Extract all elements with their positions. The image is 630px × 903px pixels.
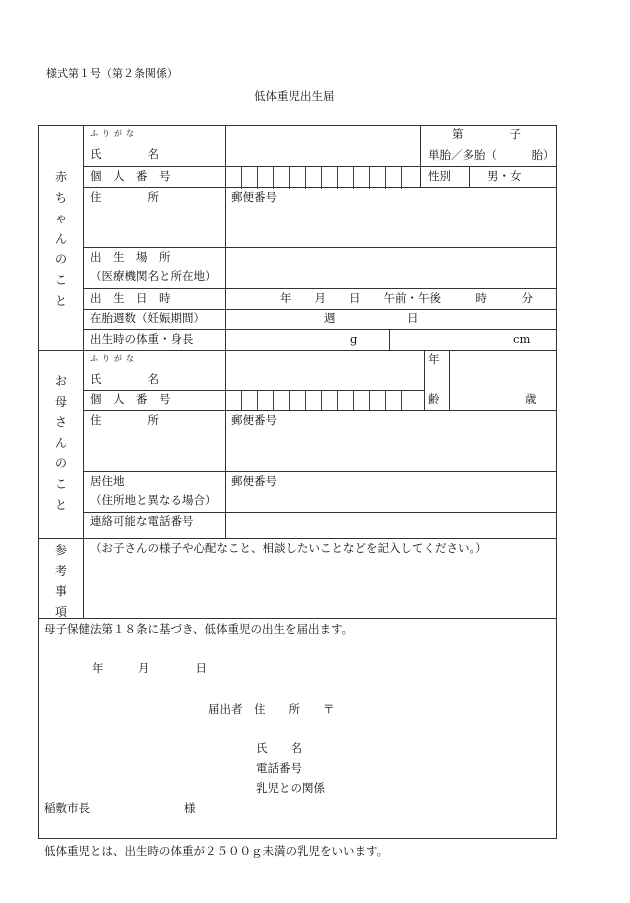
declaration-statement: 母子保健法第１８条に基づき、低体重児の出生を届出ます。	[44, 622, 354, 636]
filer-address-label: 届出者 住 所 〒	[208, 702, 335, 716]
declaration-date[interactable]: 年 月 日	[92, 661, 207, 675]
addressee: 稲敷市長	[44, 801, 90, 815]
mother-age-field[interactable]	[450, 351, 556, 410]
filer-phone-label: 電話番号	[256, 761, 302, 775]
baby-weight-label: 出生時の体重・身長	[90, 332, 194, 346]
baby-multiplicity[interactable]: 単胎／多胎（ 胎）	[428, 148, 555, 162]
baby-gestation-label: 在胎週数（妊娠期間）	[90, 311, 205, 325]
baby-birthplace-sub: （医療機関名と所在地）	[90, 269, 217, 283]
mother-id-label: 個 人 番 号	[90, 392, 171, 406]
notes-hint: （お子さんの様子や心配なこと、相談したいことなどを記入してください。）	[90, 541, 487, 555]
baby-sex-label: 性別	[428, 169, 451, 183]
mother-age-unit: 歳	[525, 392, 537, 406]
baby-furigana-label: ふりがな	[90, 129, 138, 138]
baby-id-label: 個 人 番 号	[90, 169, 171, 183]
baby-section-label: 赤ちゃんのこと	[54, 170, 67, 308]
mother-residence-sub: （住所地と異なる場合）	[90, 493, 217, 507]
form-number: 様式第１号（第２条関係）	[46, 67, 178, 80]
baby-birthdate-label: 出 生 日 時	[90, 291, 171, 305]
addressee-honorific: 様	[184, 801, 196, 815]
baby-name-field[interactable]	[226, 126, 419, 166]
height-unit: cm	[513, 332, 531, 346]
mother-residence-label: 居住地	[90, 474, 125, 488]
filer-name-label: 氏 名	[256, 741, 302, 755]
baby-birthplace-field[interactable]	[226, 248, 556, 288]
baby-birthdate-field[interactable]: 年 月 日 午前・午後 時 分	[280, 291, 533, 305]
baby-weight-field[interactable]	[226, 330, 389, 350]
weight-unit: g	[350, 332, 358, 346]
baby-height-field[interactable]	[390, 330, 556, 350]
mother-phone-label: 連絡可能な電話番号	[90, 514, 194, 528]
footnote: 低体重児とは、出生時の体重が２５００ｇ未満の乳児をいいます。	[44, 844, 389, 858]
mother-address-field[interactable]	[226, 411, 556, 471]
mother-section-label: お母さんのこと	[54, 374, 67, 512]
mother-furigana-label: ふりがな	[90, 354, 138, 363]
gestation-day-unit: 日	[407, 311, 419, 325]
mother-age-label-2: 齢	[428, 392, 440, 406]
mother-postal-label-2: 郵便番号	[231, 474, 277, 488]
mother-residence-field[interactable]	[226, 472, 556, 512]
mother-postal-label: 郵便番号	[231, 413, 277, 427]
mother-phone-field[interactable]	[226, 513, 556, 538]
baby-sex-choice[interactable]: 男・女	[487, 169, 522, 183]
filer-relation-label: 乳児との関係	[256, 781, 325, 795]
gestation-week-unit: 週	[324, 311, 336, 325]
baby-birth-order[interactable]: 第 子	[452, 127, 521, 141]
baby-name-label: 氏 名	[90, 147, 159, 161]
baby-birthplace-label: 出 生 場 所	[90, 250, 171, 264]
baby-postal-label: 郵便番号	[231, 190, 277, 204]
notes-section-label: 参考事項	[54, 543, 67, 619]
baby-address-label: 住 所	[90, 190, 159, 204]
notes-field[interactable]	[84, 562, 556, 618]
mother-age-label-1: 年	[428, 352, 440, 366]
form-title: 低体重児出生届	[254, 89, 335, 103]
baby-gestation-field[interactable]	[226, 310, 556, 329]
baby-address-field[interactable]	[226, 188, 556, 247]
mother-name-field[interactable]	[226, 351, 424, 390]
mother-name-label: 氏 名	[90, 372, 159, 386]
mother-address-label: 住 所	[90, 413, 159, 427]
